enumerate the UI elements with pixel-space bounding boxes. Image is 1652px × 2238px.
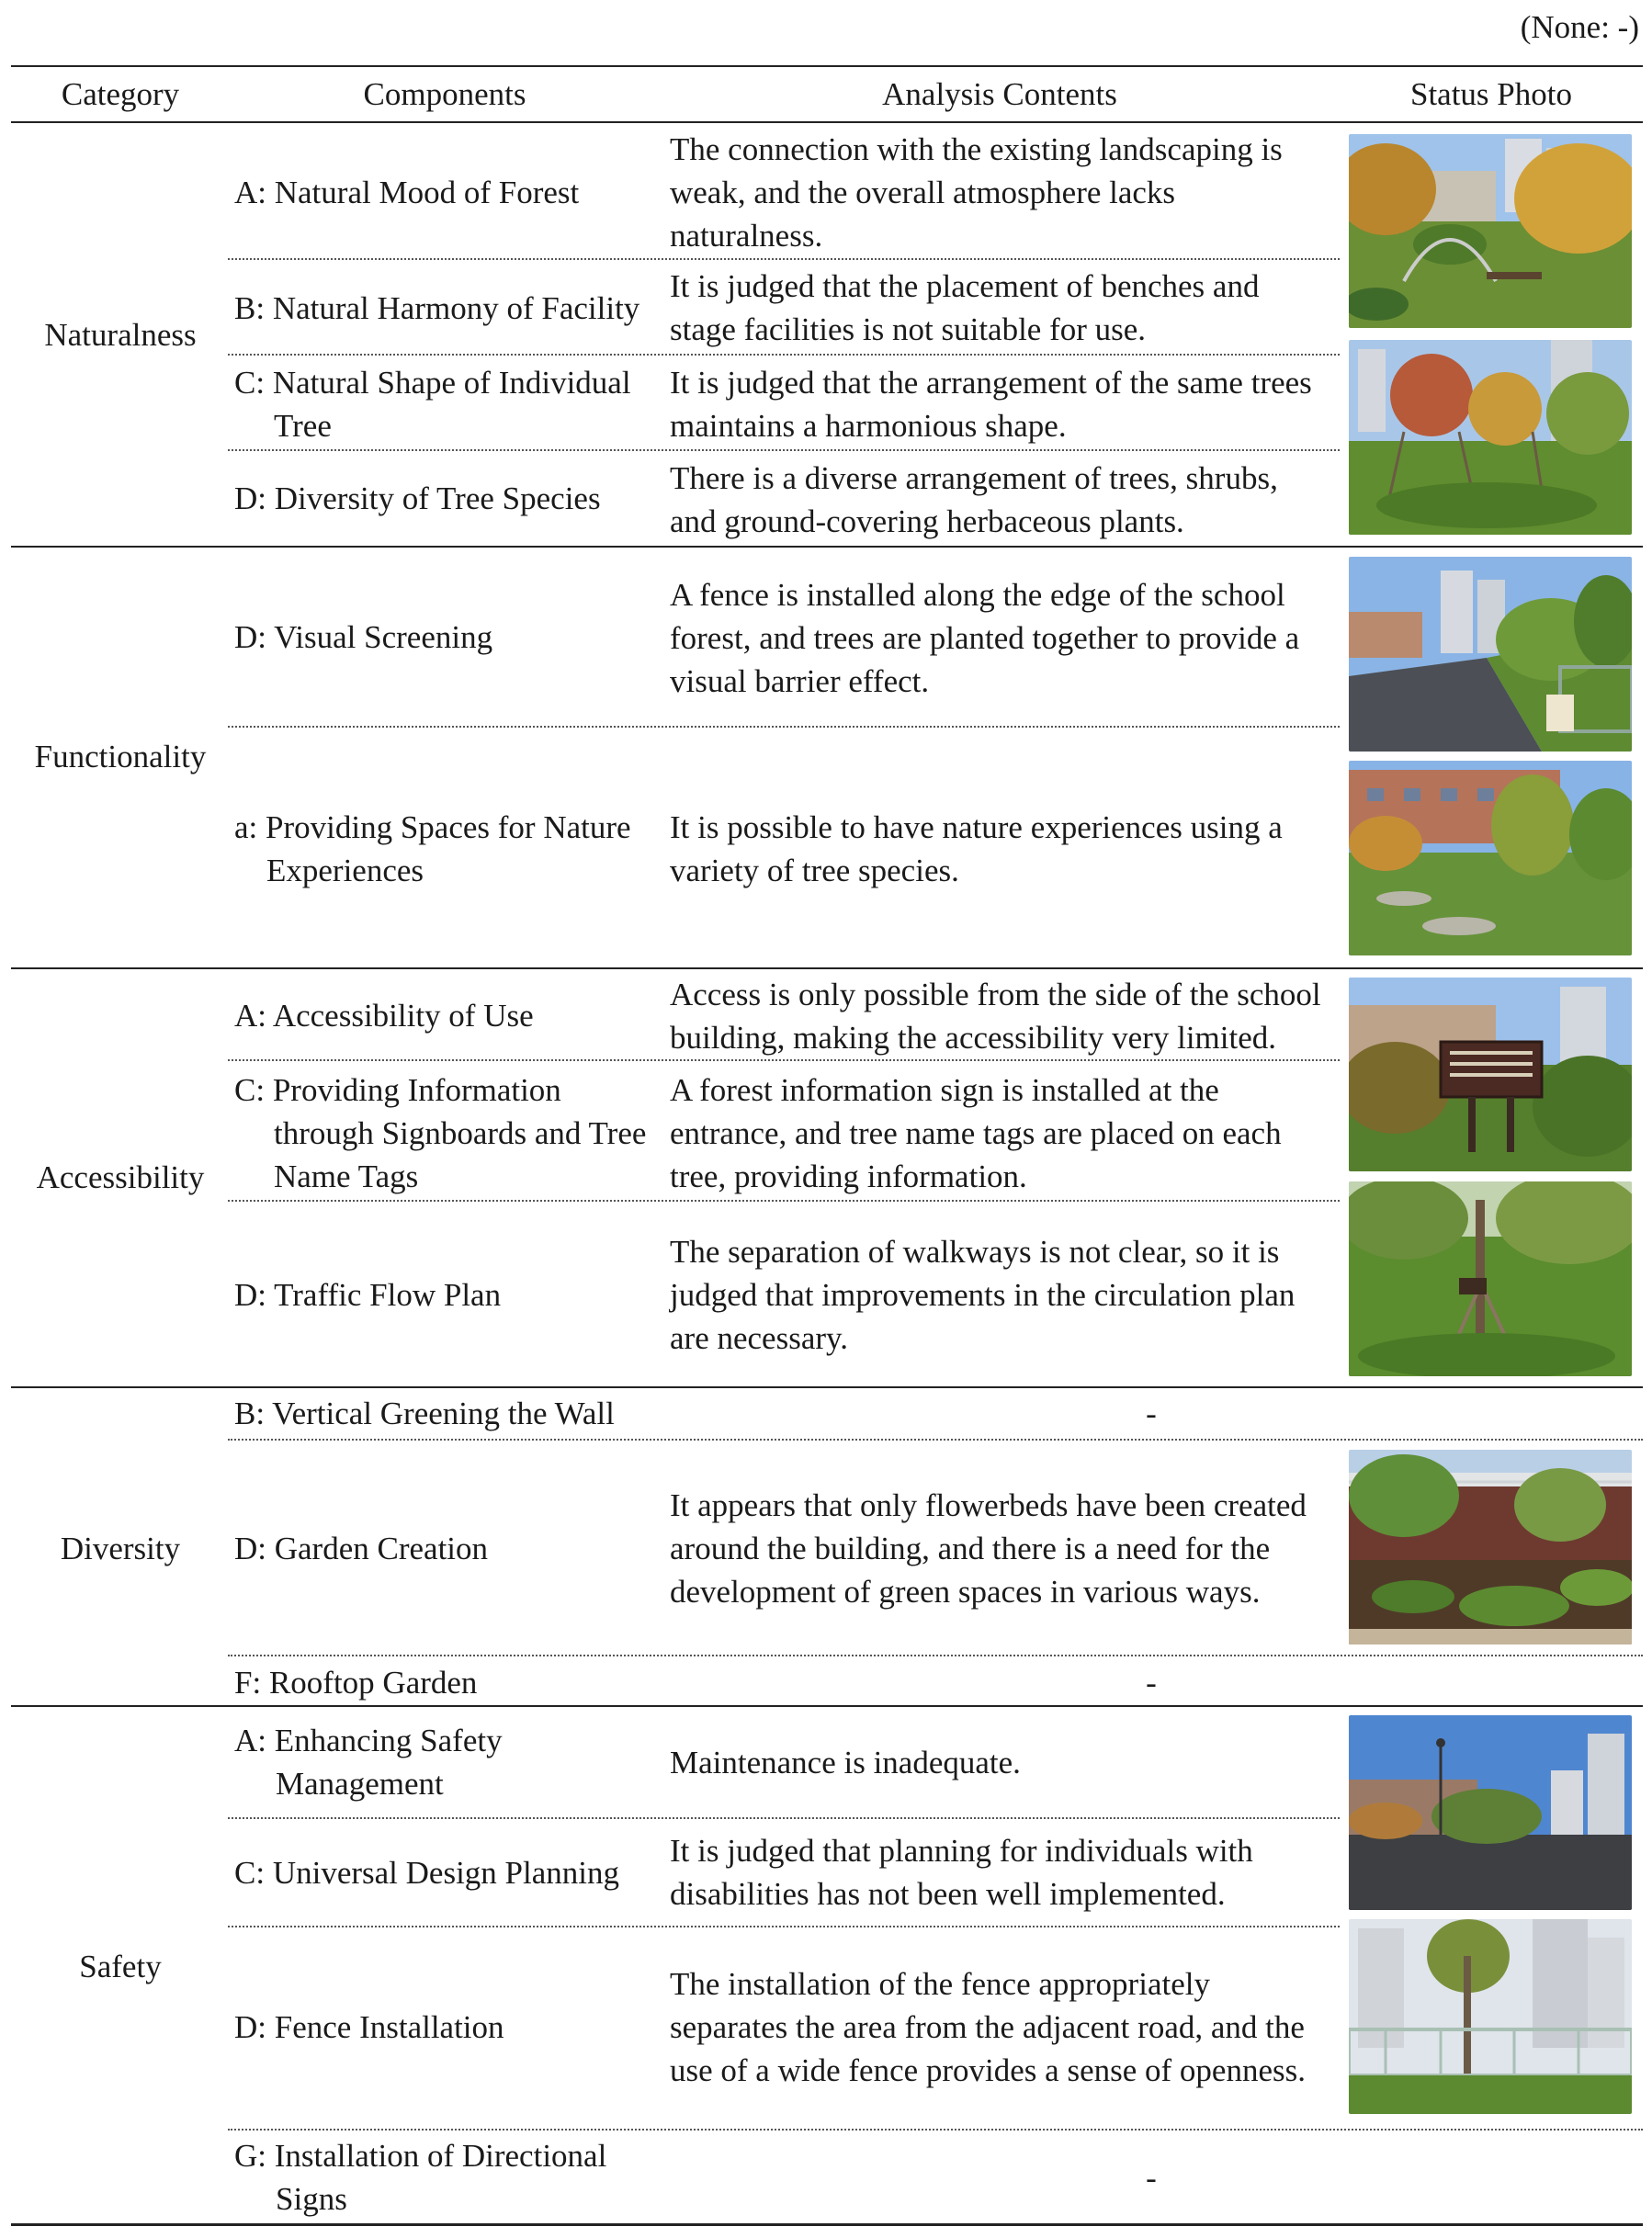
category-accessibility: Accessibility xyxy=(36,1159,205,1195)
analysis-cell: Maintenance is inadequate. xyxy=(670,1745,1021,1780)
component-cell: B: Natural Harmony of Facility xyxy=(234,290,640,326)
analysis-cell: around the building, and there is a need for the xyxy=(670,1531,1271,1566)
component-cell: D: Visual Screening xyxy=(234,619,493,655)
component-cell: F: Rooftop Garden xyxy=(234,1665,478,1701)
photo-naturalness-2 xyxy=(1349,340,1632,535)
header-bottom-rule xyxy=(11,121,1643,123)
component-cell: C: Natural Shape of Individual xyxy=(234,365,631,401)
table-top-rule xyxy=(11,65,1643,67)
category-safety: Safety xyxy=(79,1949,162,1984)
photo-accessibility-1 xyxy=(1349,978,1632,1171)
analysis-cell: It appears that only flowerbeds have been created xyxy=(670,1487,1307,1523)
component-cell: Tree xyxy=(274,408,332,444)
analysis-cell: judged that improvements in the circulation plan xyxy=(670,1277,1296,1313)
header-category: Category xyxy=(61,76,180,112)
none-note: (None: -) xyxy=(1520,9,1639,45)
component-cell: D: Fence Installation xyxy=(234,2009,504,2045)
component-cell: B: Vertical Greening the Wall xyxy=(234,1396,615,1431)
component-cell: a: Providing Spaces for Nature xyxy=(234,809,631,845)
analysis-cell: The connection with the existing landscaping is xyxy=(670,131,1283,167)
row-rule xyxy=(228,1059,1340,1061)
photo-naturalness-1 xyxy=(1349,134,1632,328)
analysis-cell: and ground-covering herbaceous plants. xyxy=(670,503,1184,539)
analysis-cell: It is judged that the placement of benches and xyxy=(670,268,1260,304)
header-components: Components xyxy=(363,76,526,112)
row-rule xyxy=(228,258,1340,260)
component-cell: Management xyxy=(276,1766,444,1802)
analysis-cell: Access is only possible from the side of the school xyxy=(670,977,1321,1012)
analysis-none-dash: - xyxy=(1146,1665,1157,1701)
analysis-none-dash: - xyxy=(1146,1396,1157,1431)
component-cell: D: Diversity of Tree Species xyxy=(234,480,601,516)
analysis-cell: A fence is installed along the edge of the school xyxy=(670,577,1285,613)
row-rule xyxy=(228,354,1340,356)
analysis-cell: The installation of the fence appropriately xyxy=(670,1966,1210,2002)
analysis-cell: maintains a harmonious shape. xyxy=(670,408,1067,444)
analysis-cell: There is a diverse arrangement of trees, shrubs, xyxy=(670,460,1278,496)
analysis-cell: tree, providing information. xyxy=(670,1159,1027,1194)
row-rule xyxy=(228,2129,1643,2131)
analysis-cell: A forest information sign is installed at the xyxy=(670,1072,1219,1108)
component-cell: A: Accessibility of Use xyxy=(234,998,534,1034)
group-rule xyxy=(11,967,1643,969)
analysis-cell: The separation of walkways is not clear, so it is xyxy=(670,1234,1280,1270)
header-status-photo: Status Photo xyxy=(1409,76,1572,112)
photo-diversity-1 xyxy=(1349,1450,1632,1645)
component-cell: G: Installation of Directional xyxy=(234,2138,607,2174)
analysis-cell: It is judged that the arrangement of the same trees xyxy=(670,365,1312,401)
analysis-cell: variety of tree species. xyxy=(670,853,959,888)
analysis-cell: stage facilities is not suitable for use. xyxy=(670,311,1147,347)
analysis-none-dash: - xyxy=(1146,2160,1157,2196)
analysis-cell: development of green spaces in various ways. xyxy=(670,1574,1261,1610)
table-bottom-rule xyxy=(11,2223,1643,2226)
analysis-cell: It is possible to have nature experiences using a xyxy=(670,809,1283,845)
component-cell: D: Traffic Flow Plan xyxy=(234,1277,502,1313)
row-rule xyxy=(228,1200,1340,1202)
photo-safety-2 xyxy=(1349,1919,1632,2114)
analysis-cell: It is judged that planning for individuals with xyxy=(670,1833,1253,1869)
row-rule xyxy=(228,1655,1643,1656)
component-cell: A: Enhancing Safety xyxy=(234,1723,503,1758)
header-analysis: Analysis Contents xyxy=(882,76,1117,112)
photo-functionality-2 xyxy=(1349,761,1632,955)
analysis-cell: separates the area from the adjacent road, and the xyxy=(670,2009,1305,2045)
row-rule xyxy=(228,1439,1643,1441)
category-diversity: Diversity xyxy=(60,1531,181,1566)
category-functionality: Functionality xyxy=(34,739,207,774)
analysis-cell: weak, and the overall atmosphere lacks xyxy=(670,175,1176,210)
analysis-cell: disabilities has not been well implemented. xyxy=(670,1876,1226,1912)
component-cell: through Signboards and Tree xyxy=(274,1115,647,1151)
analysis-cell: are necessary. xyxy=(670,1320,848,1356)
analysis-cell: building, making the accessibility very limited. xyxy=(670,1020,1277,1056)
group-rule xyxy=(11,1705,1643,1707)
analysis-cell: entrance, and tree name tags are placed on each xyxy=(670,1115,1282,1151)
component-cell: A: Natural Mood of Forest xyxy=(234,175,580,210)
row-rule xyxy=(228,1926,1340,1927)
row-rule xyxy=(228,1817,1340,1819)
category-naturalness: Naturalness xyxy=(44,317,197,353)
analysis-cell: visual barrier effect. xyxy=(670,663,930,699)
component-cell: C: Universal Design Planning xyxy=(234,1855,619,1891)
component-cell: C: Providing Information xyxy=(234,1072,561,1108)
component-cell: Signs xyxy=(276,2181,347,2217)
component-cell: Name Tags xyxy=(274,1159,419,1194)
group-rule xyxy=(11,546,1643,548)
photo-safety-1 xyxy=(1349,1715,1632,1910)
row-rule xyxy=(228,449,1340,451)
analysis-cell: forest, and trees are planted together to provide a xyxy=(670,620,1300,656)
photo-functionality-1 xyxy=(1349,557,1632,752)
analysis-cell: use of a wide fence provides a sense of openness. xyxy=(670,2052,1306,2088)
analysis-cell: naturalness. xyxy=(670,218,823,254)
group-rule xyxy=(11,1386,1643,1388)
component-cell: D: Garden Creation xyxy=(234,1531,489,1566)
row-rule xyxy=(228,726,1340,728)
photo-accessibility-2 xyxy=(1349,1181,1632,1376)
component-cell: Experiences xyxy=(266,853,424,888)
